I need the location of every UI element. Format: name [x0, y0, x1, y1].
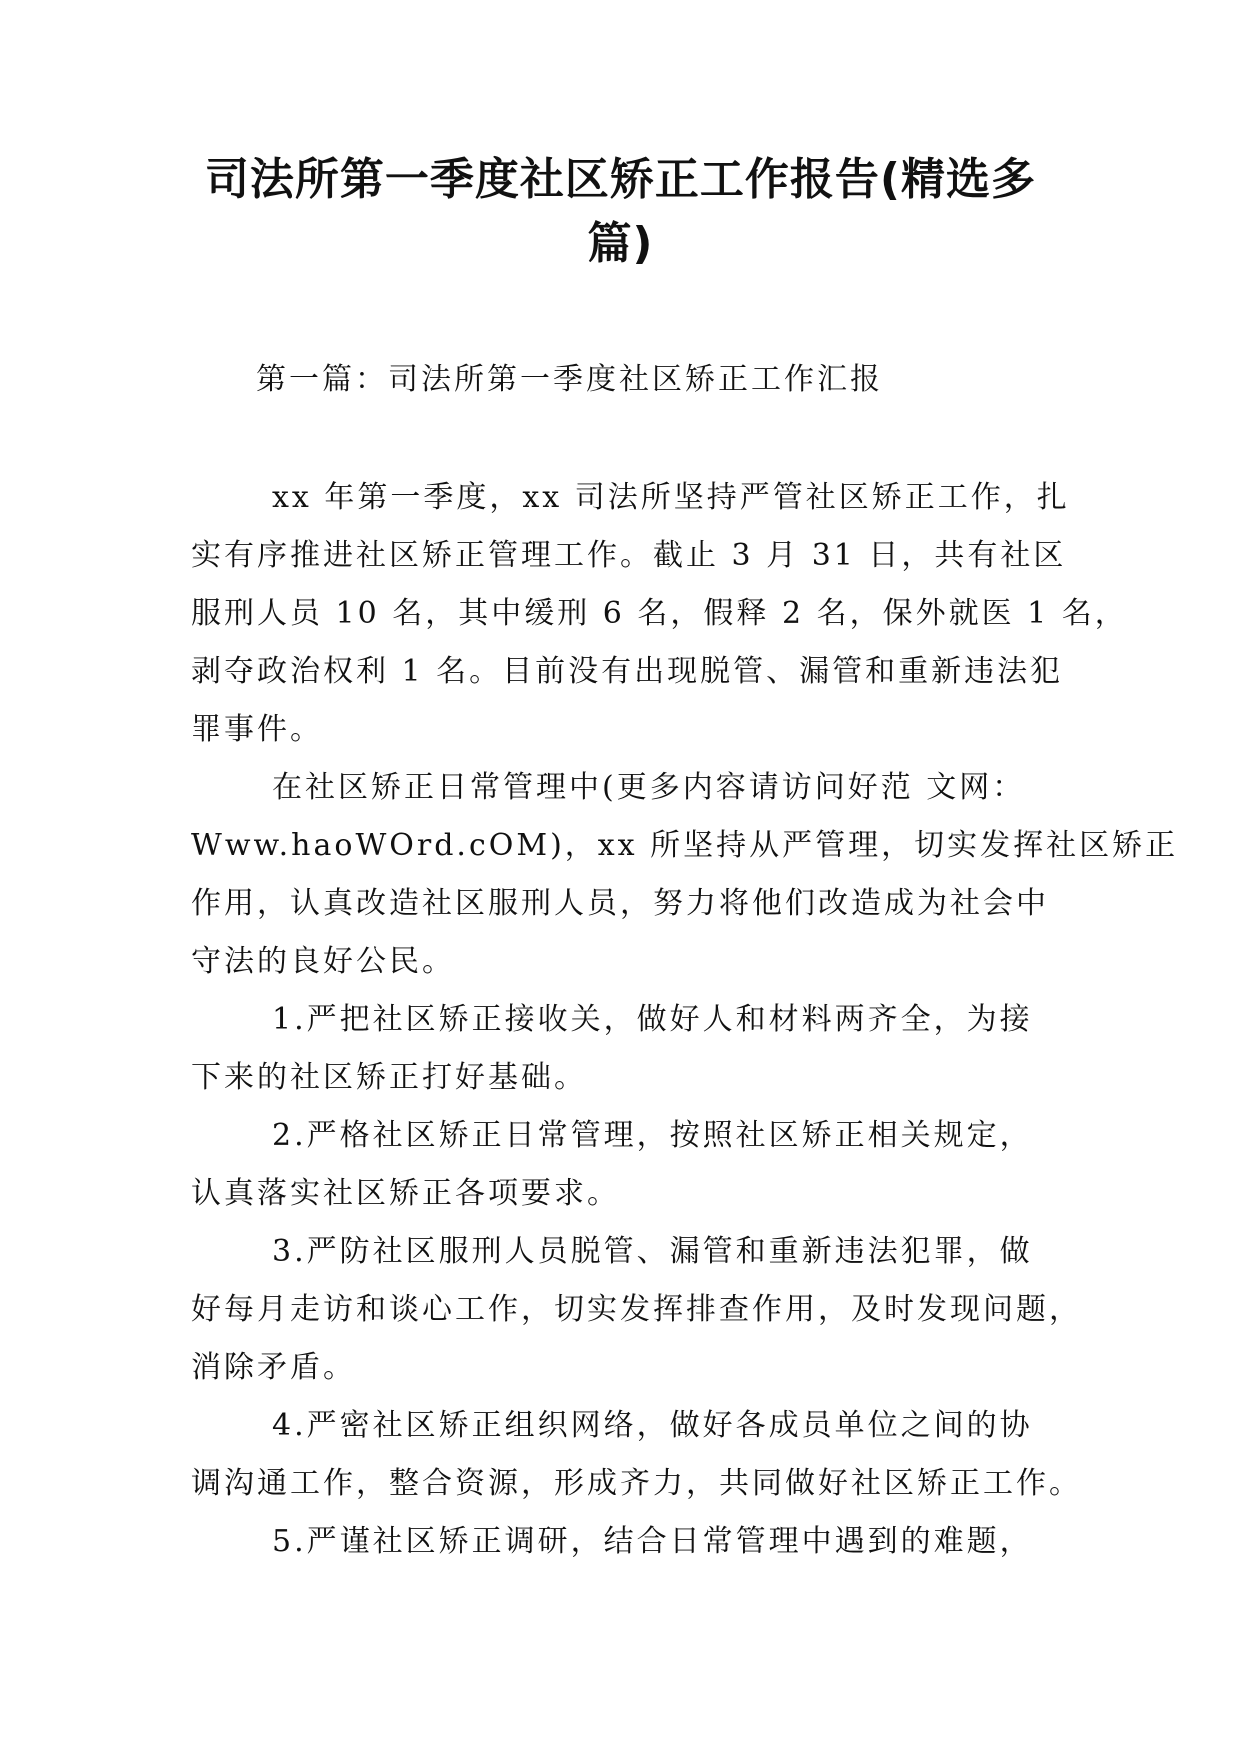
body-line: xx 年第一季度，xx 司法所坚持严管社区矫正工作，扎: [272, 480, 1070, 515]
body-line: 好每月走访和谈心工作，切实发挥排查作用，及时发现问题，: [191, 1292, 1082, 1327]
document-title-line-1: 司法所第一季度社区矫正工作报告(精选多: [204, 154, 1037, 205]
body-line: 调沟通工作，整合资源，形成齐力，共同做好社区矫正工作。: [191, 1466, 1082, 1501]
body-line: 剥夺政治权利 1 名。目前没有出现脱管、漏管和重新违法犯: [191, 654, 1064, 689]
body-line: 消除矛盾。: [191, 1350, 356, 1385]
body-line: 下来的社区矫正打好基础。: [191, 1060, 587, 1095]
body-line: 作用，认真改造社区服刑人员，努力将他们改造成为社会中: [191, 886, 1049, 921]
section-heading: 第一篇：司法所第一季度社区矫正工作汇报: [256, 362, 883, 397]
list-item-4: 4.严密社区矫正组织网络，做好各成员单位之间的协: [272, 1408, 1033, 1443]
body-line: 在社区矫正日常管理中(更多内容请访问好范 文网：: [272, 770, 1026, 805]
body-line: 守法的良好公民。: [191, 944, 455, 979]
body-line: 服刑人员 10 名，其中缓刑 6 名，假释 2 名，保外就医 1 名，: [191, 596, 1128, 631]
list-item-1: 1.严把社区矫正接收关，做好人和材料两齐全，为接: [272, 1002, 1033, 1037]
document-title-line-2: 篇): [587, 218, 654, 269]
body-line: 认真落实社区矫正各项要求。: [191, 1176, 620, 1211]
body-line: 实有序推进社区矫正管理工作。截止 3 月 31 日，共有社区: [191, 538, 1067, 573]
list-item-2: 2.严格社区矫正日常管理，按照社区矫正相关规定，: [272, 1118, 1033, 1153]
list-item-5: 5.严谨社区矫正调研，结合日常管理中遇到的难题，: [272, 1524, 1033, 1559]
body-line: 罪事件。: [191, 712, 323, 747]
list-item-3: 3.严防社区服刑人员脱管、漏管和重新违法犯罪，做: [272, 1234, 1033, 1269]
body-line: Www.haoWOrd.cOM)，xx 所坚持从严管理，切实发挥社区矫正: [191, 828, 1179, 863]
